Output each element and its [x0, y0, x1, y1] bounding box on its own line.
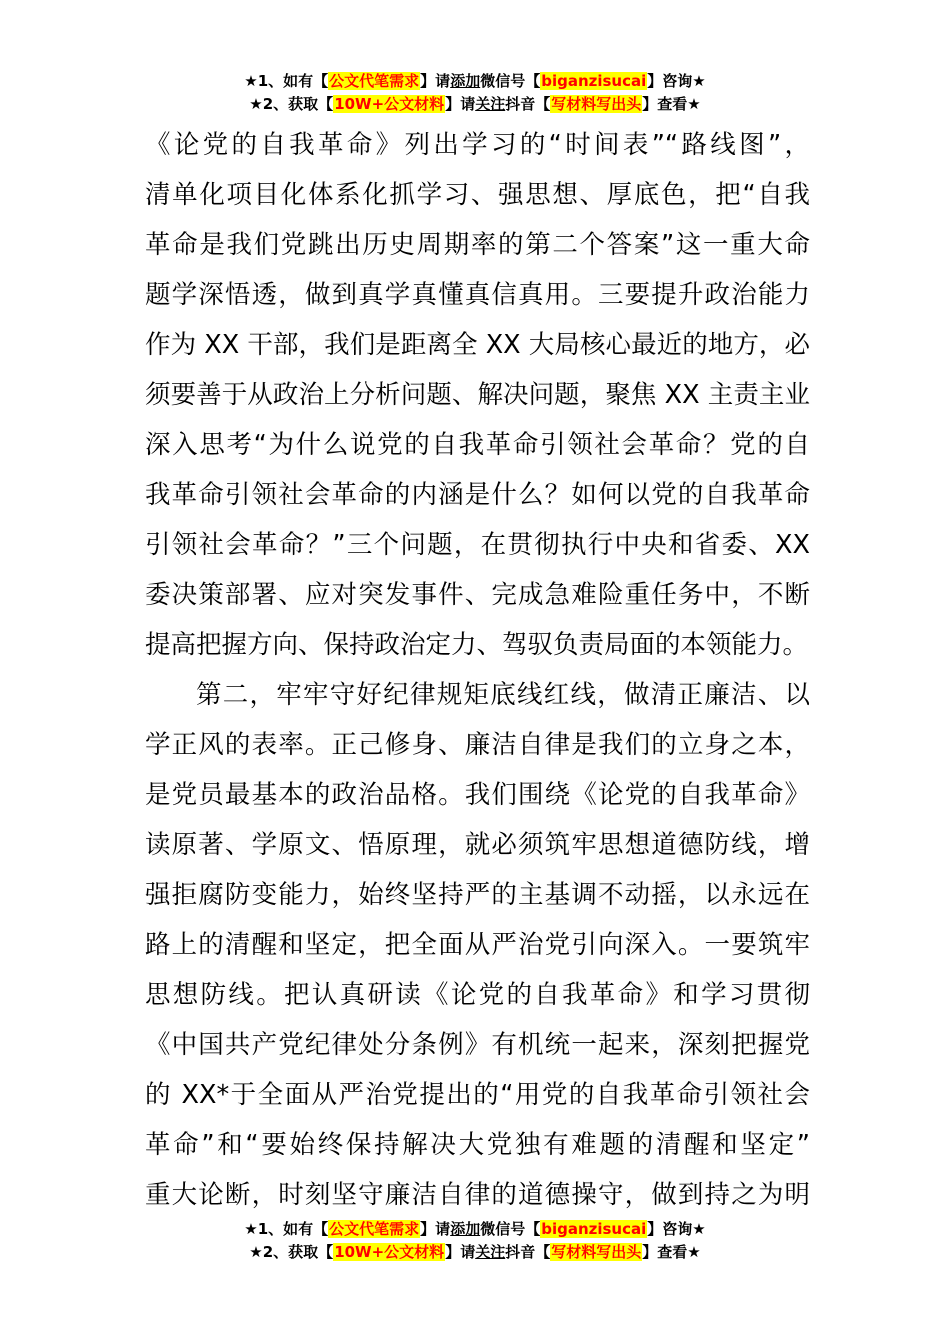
body-line-1: 《论党的自我革命》列出学习的“时间表”“路线图”， [145, 130, 810, 160]
header-underline-follow: 关注 [475, 95, 506, 113]
body-line-9: 引领社会革命？”三个问题，在贯彻执行中央和省委、XX [145, 530, 810, 560]
body-line-18: 思想防线。把认真研读《论党的自我革命》和学习贯彻 [145, 980, 810, 1010]
header-line-2-text-d: 】查看★ [642, 95, 701, 113]
footer-line-1 [0, 1218, 950, 1241]
footer-line-2 [0, 1241, 950, 1264]
footer-banner [0, 1218, 950, 1264]
header-line-1-text-d: 】咨询★ [647, 72, 706, 90]
body-line-20: 的 XX*于全面从严治党提出的“用党的自我革命引领社会 [145, 1080, 810, 1110]
body-line-5: 作为 XX 干部，我们是距离全 XX 大局核心最近的地方，必 [145, 330, 810, 360]
footer-line-2-text-c: 抖音【 [505, 1243, 551, 1261]
footer-line-1-text-c: 微信号【 [480, 1220, 541, 1238]
footer-line-2-text-a: ★2、获取【 [249, 1243, 334, 1261]
footer-highlight-douyin-account: 写材料写出头 [551, 1243, 642, 1261]
header-highlight-wechat-id: biganzisucai [541, 72, 647, 90]
body-line-13: 学正风的表率。正己修身、廉洁自律是我们的立身之本， [145, 730, 810, 760]
footer-line-1-text-b: 】请 [420, 1220, 451, 1238]
body-line-22: 重大论断，时刻坚守廉洁自律的道德操守，做到持之为明 [145, 1180, 810, 1210]
body-line-3: 革命是我们党跳出历史周期率的第二个答案”这一重大命 [145, 230, 810, 260]
header-line-2 [0, 93, 950, 116]
body-line-4: 题学深悟透，做到真学真懂真信真用。三要提升政治能力 [145, 280, 810, 310]
body-line-14: 是党员最基本的政治品格。我们围绕《论党的自我革命》 [145, 780, 810, 810]
body-line-7: 深入思考“为什么说党的自我革命引领社会革命？党的自 [145, 430, 810, 460]
header-underline-add: 添加 [450, 72, 481, 90]
footer-underline-add: 添加 [450, 1220, 481, 1238]
footer-line-2-text-d: 】查看★ [642, 1243, 701, 1261]
footer-line-1-text-a: ★1、如有【 [244, 1220, 329, 1238]
body-line-19: 《中国共产党纪律处分条例》有机统一起来，深刻把握党 [145, 1030, 810, 1060]
header-banner [0, 70, 950, 116]
body-line-16: 强拒腐防变能力，始终坚持严的主基调不动摇，以永远在 [145, 880, 810, 910]
body-line-11: 提高把握方向、保持政治定力、驾驭负责局面的本领能力。 [145, 630, 809, 660]
header-highlight-ghostwriting: 公文代笔需求 [329, 72, 420, 90]
header-line-2-text-b: 】请 [445, 95, 476, 113]
header-highlight-douyin-account: 写材料写出头 [551, 95, 642, 113]
body-line-6: 须要善于从政治上分析问题、解决问题，聚焦 XX 主责主业 [145, 380, 810, 410]
footer-line-1-text-d: 】咨询★ [647, 1220, 706, 1238]
document-body [145, 120, 810, 1220]
footer-highlight-wechat-id: biganzisucai [541, 1220, 647, 1238]
header-line-1-text-b: 】请 [420, 72, 451, 90]
body-line-21: 革命”和“要始终保持解决大党独有难题的清醒和坚定” [145, 1130, 810, 1160]
header-line-2-text-a: ★2、获取【 [249, 95, 334, 113]
footer-line-2-text-b: 】请 [445, 1243, 476, 1261]
header-highlight-materials: 10W+公文材料 [334, 95, 445, 113]
body-line-2: 清单化项目化体系化抓学习、强思想、厚底色，把“自我 [145, 180, 810, 210]
body-line-12: 第二，牢牢守好纪律规矩底线红线，做清正廉洁、以 [196, 680, 810, 710]
footer-highlight-materials: 10W+公文材料 [334, 1243, 445, 1261]
body-line-15: 读原著、学原文、悟原理，就必须筑牢思想道德防线，增 [145, 830, 810, 860]
body-line-17: 路上的清醒和坚定，把全面从严治党引向深入。一要筑牢 [145, 930, 810, 960]
footer-highlight-ghostwriting: 公文代笔需求 [329, 1220, 420, 1238]
body-line-8: 我革命引领社会革命的内涵是什么？如何以党的自我革命 [145, 480, 810, 510]
header-line-2-text-c: 抖音【 [505, 95, 551, 113]
header-line-1-text-c: 微信号【 [480, 72, 541, 90]
header-line-1-text-a: ★1、如有【 [244, 72, 329, 90]
body-line-10: 委决策部署、应对突发事件、完成急难险重任务中，不断 [145, 580, 810, 610]
footer-underline-follow: 关注 [475, 1243, 506, 1261]
header-line-1 [0, 70, 950, 93]
